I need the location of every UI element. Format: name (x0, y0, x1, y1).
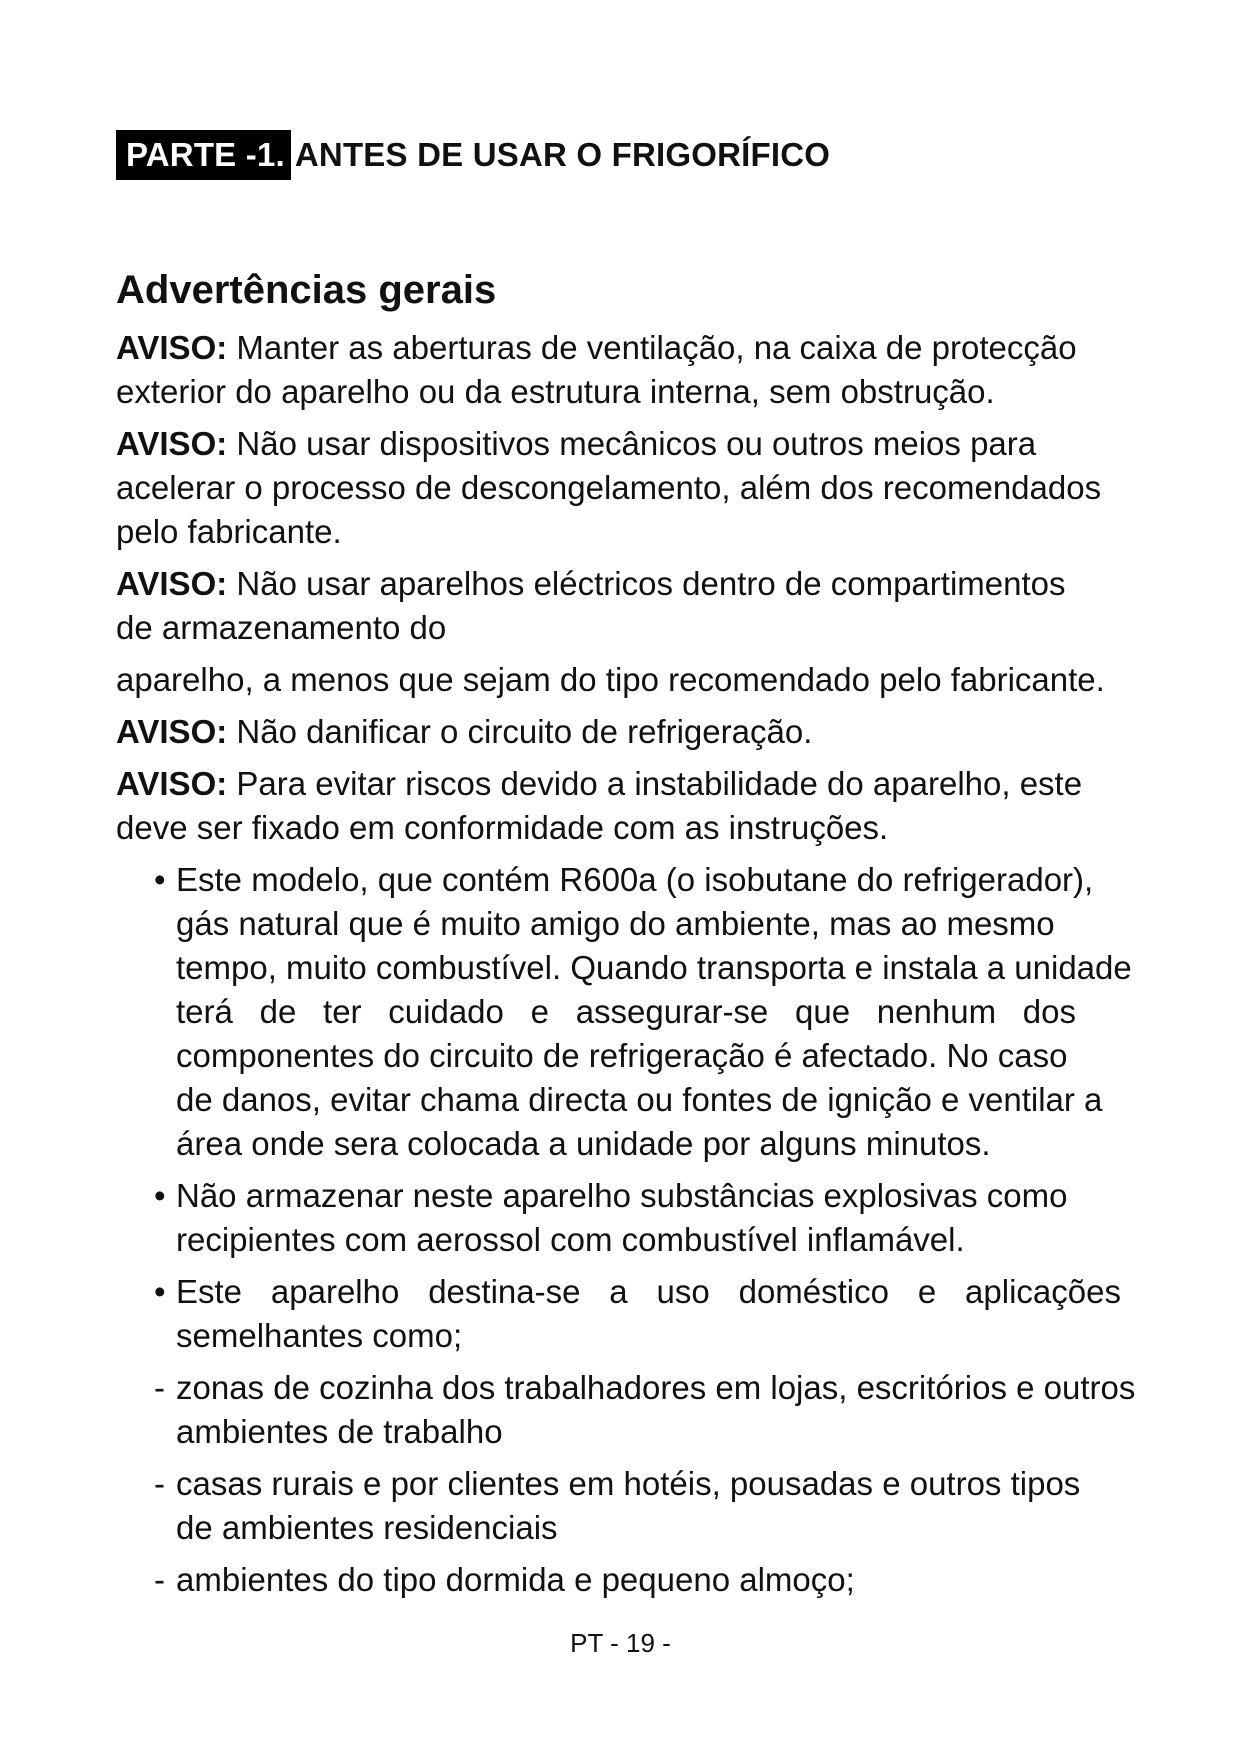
page-number: PT - 19 - (570, 1628, 671, 1658)
warning-item (116, 326, 1226, 414)
dash-text: zonas de cozinha dos trabalhadores em lojas, escritórios e outros (176, 1369, 1136, 1406)
warnings-block (116, 326, 1226, 1610)
dash-text: de ambientes residenciais (176, 1509, 558, 1546)
warning-label: AVISO: (116, 713, 228, 750)
warning-text: de armazenamento do (116, 609, 447, 646)
bullet-text: gás natural que é muito amigo do ambiente, mas ao mesmo (176, 905, 1055, 942)
bullet-text: de danos, evitar chama directa ou fontes de ignição e ventilar a (176, 1081, 1103, 1118)
part-label: PARTE -1. (116, 130, 291, 180)
warning-text: Manter as aberturas de ventilação, na caixa de protecção (227, 329, 1077, 366)
dash-marker: - (154, 1561, 165, 1598)
warning-text: Não danificar o circuito de refrigeração. (227, 713, 813, 750)
warning-label: AVISO: (116, 425, 228, 462)
part-header (116, 130, 830, 180)
warning-label: AVISO: (116, 565, 228, 602)
bullet-item (116, 1174, 1226, 1262)
warning-text: acelerar o processo de descongelamento, além dos recomendados (116, 469, 1102, 506)
warning-text: Não usar aparelhos eléctricos dentro de compartimentos (227, 565, 1066, 602)
warning-text: exterior do aparelho ou da estrutura interna, sem obstrução. (116, 373, 995, 410)
warning-text: Não usar dispositivos mecânicos ou outros meios para (227, 425, 1037, 462)
dash-marker: - (154, 1465, 165, 1502)
dash-text: ambientes do tipo dormida e pequeno almoço; (176, 1561, 855, 1598)
dash-text: ambientes de trabalho (176, 1413, 503, 1450)
bullet-item (116, 858, 1226, 1166)
bullet-marker: • (154, 1177, 166, 1214)
warning-item (116, 422, 1226, 554)
warning-label: AVISO: (116, 329, 228, 366)
bullet-text: semelhantes como; (176, 1317, 463, 1354)
dash-marker: - (154, 1369, 165, 1406)
dash-item (116, 1558, 1226, 1602)
dash-item (116, 1366, 1226, 1454)
bullet-marker: • (154, 861, 166, 898)
warning-item (116, 710, 1226, 754)
bullet-text: terá de ter cuidado e assegurar-se que nenhum dos (176, 993, 1076, 1030)
part-title: ANTES DE USAR O FRIGORÍFICO (294, 136, 831, 173)
bullet-marker: • (154, 1273, 166, 1310)
warning-text: pelo fabricante. (116, 513, 342, 550)
standalone-paragraph (116, 658, 1226, 702)
dash-item (116, 1462, 1226, 1550)
bullet-text: recipientes com aerossol com combustível inflamável. (176, 1221, 965, 1258)
bullet-text: Este aparelho destina-se a uso doméstico e aplicações (176, 1273, 1121, 1310)
warning-text: Para evitar riscos devido a instabilidade do aparelho, este (227, 765, 1083, 802)
dash-text: casas rurais e por clientes em hotéis, pousadas e outros tipos (176, 1465, 1081, 1502)
warning-text: deve ser fixado em conformidade com as instruções. (116, 809, 889, 846)
warning-label: AVISO: (116, 765, 228, 802)
bullet-text: Não armazenar neste aparelho substâncias explosivas como (176, 1177, 1068, 1214)
bullet-text: tempo, muito combustível. Quando transporta e instala a unidade (176, 949, 1132, 986)
bullet-text: Este modelo, que contém R600a (o isobutane do refrigerador), (176, 861, 1094, 898)
bullet-item (116, 1270, 1226, 1358)
bullet-text: área onde sera colocada a unidade por alguns minutos. (176, 1125, 991, 1162)
bullet-text: componentes do circuito de refrigeração é afectado. No caso (176, 1037, 1068, 1074)
section-title: Advertências gerais (116, 268, 497, 312)
warning-item (116, 562, 1226, 650)
warning-item (116, 762, 1226, 850)
paragraph-text: aparelho, a menos que sejam do tipo recomendado pelo fabricante. (116, 661, 1105, 698)
